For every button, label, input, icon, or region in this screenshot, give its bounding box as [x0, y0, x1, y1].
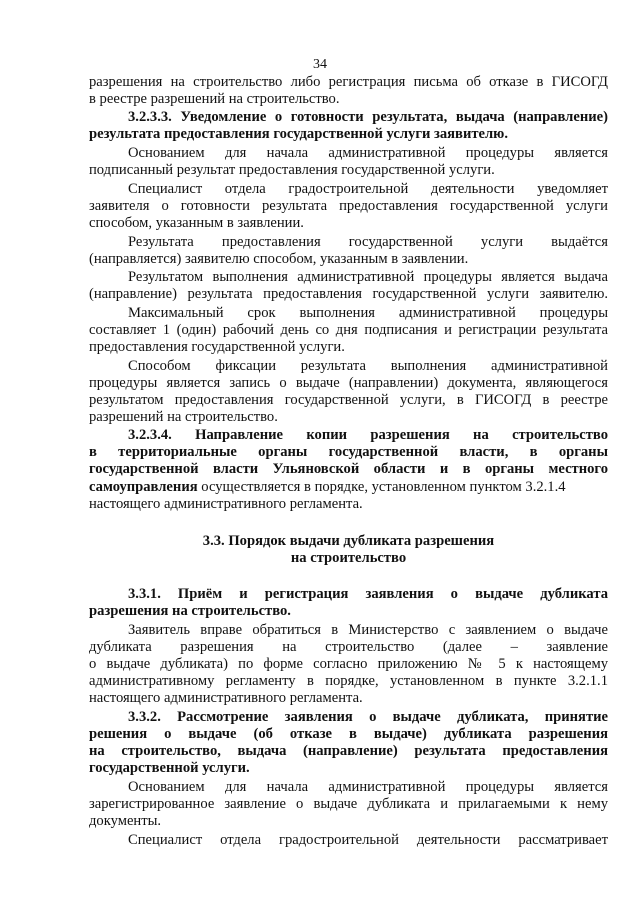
text-line: [89, 479, 608, 496]
text-line: (направляется) заявителю способом, указанным в заявлении.: [89, 251, 469, 267]
text-line: зарегистрированное заявление о выдаче дубликата и прилагаемыми к нему: [89, 796, 608, 812]
text-line: дубликата разрешения на строительство (далее – заявление: [89, 639, 608, 655]
page-number: 34: [313, 57, 327, 72]
text-line: Способом фиксации результата выполнения административной: [128, 358, 608, 374]
section-heading: 3.2.3.3. Уведомление о готовности результата, выдача (направление): [128, 109, 608, 125]
text-line: подписанный результат предоставления государственной услуги.: [89, 162, 495, 178]
section-heading: государственной услуги.: [89, 760, 250, 776]
text-line: документы.: [89, 813, 162, 829]
section-heading: разрешения на строительство.: [89, 603, 291, 619]
chapter-heading: 3.3. Порядок выдачи дубликата разрешения: [202, 533, 495, 549]
text-line: предоставления государственной услуги.: [89, 339, 345, 355]
text-line: Заявитель вправе обратиться в Министерство с заявлением о выдаче: [128, 622, 608, 638]
text-line: разрешения на строительство либо регистрация письма об отказе в ГИСОГД: [89, 74, 608, 90]
text-line: Основанием для начала административной процедуры является: [128, 779, 608, 795]
text-line: о выдаче дубликата) по форме согласно приложению № 5 к настоящему: [89, 656, 608, 672]
bold-phrase: самоуправления: [89, 479, 198, 495]
text-line: процедуры является запись о выдаче (направлении) документа, являющегося: [89, 375, 608, 391]
text-line: результатом предоставления государственной услуги, в ГИСОГД в реестре: [89, 392, 608, 408]
text-line: разрешений на строительство.: [89, 409, 278, 425]
text-line: Результата предоставления государственной услуги выдаётся: [128, 234, 608, 250]
section-heading: 3.3.1. Приём и регистрация заявления о выдаче дубликата: [128, 586, 608, 602]
text-fragment: осуществляется в порядке, установленном пунктом 3.2.1.4: [197, 479, 566, 495]
text-line: (направление) результата предоставления государственной услуги заявителю.: [89, 286, 608, 302]
section-heading: на строительство, выдача (направление) результата предоставления: [89, 743, 608, 759]
text-line: административному регламенту в порядке, установленном в пункте 3.2.1.1: [89, 673, 608, 689]
section-heading: в территориальные органы государственной власти, в органы: [89, 444, 608, 460]
chapter-heading: на строительство: [290, 550, 407, 566]
text-line: способом, указанным в заявлении.: [89, 215, 304, 231]
text-line: Основанием для начала административной процедуры является: [128, 145, 608, 161]
text-line: Результатом выполнения административной процедуры является выдача: [128, 269, 608, 285]
section-heading: 3.2.3.4. Направление копии разрешения на строительство: [128, 427, 608, 443]
text-line: настоящего административного регламента.: [89, 690, 363, 706]
section-heading: 3.3.2. Рассмотрение заявления о выдаче дубликата, принятие: [128, 709, 608, 725]
section-heading: результата предоставления государственной услуги заявителю.: [89, 126, 508, 142]
text-line: Специалист отдела градостроительной деятельности рассматривает: [128, 832, 608, 848]
text-line: заявителя о готовности результата предоставления государственной услуги: [89, 198, 608, 214]
section-heading: государственной власти Ульяновской области и в органы местного: [89, 461, 608, 477]
text-line: настоящего административного регламента.: [89, 496, 363, 512]
text-line: составляет 1 (один) рабочий день со дня подписания и регистрации результата: [89, 322, 608, 338]
section-heading: решения о выдаче (об отказе в выдаче) дубликата разрешения: [89, 726, 608, 742]
text-line: Специалист отдела градостроительной деятельности уведомляет: [128, 181, 608, 197]
text-line: в реестре разрешений на строительство.: [89, 91, 340, 107]
text-line: Максимальный срок выполнения административной процедуры: [128, 305, 608, 321]
